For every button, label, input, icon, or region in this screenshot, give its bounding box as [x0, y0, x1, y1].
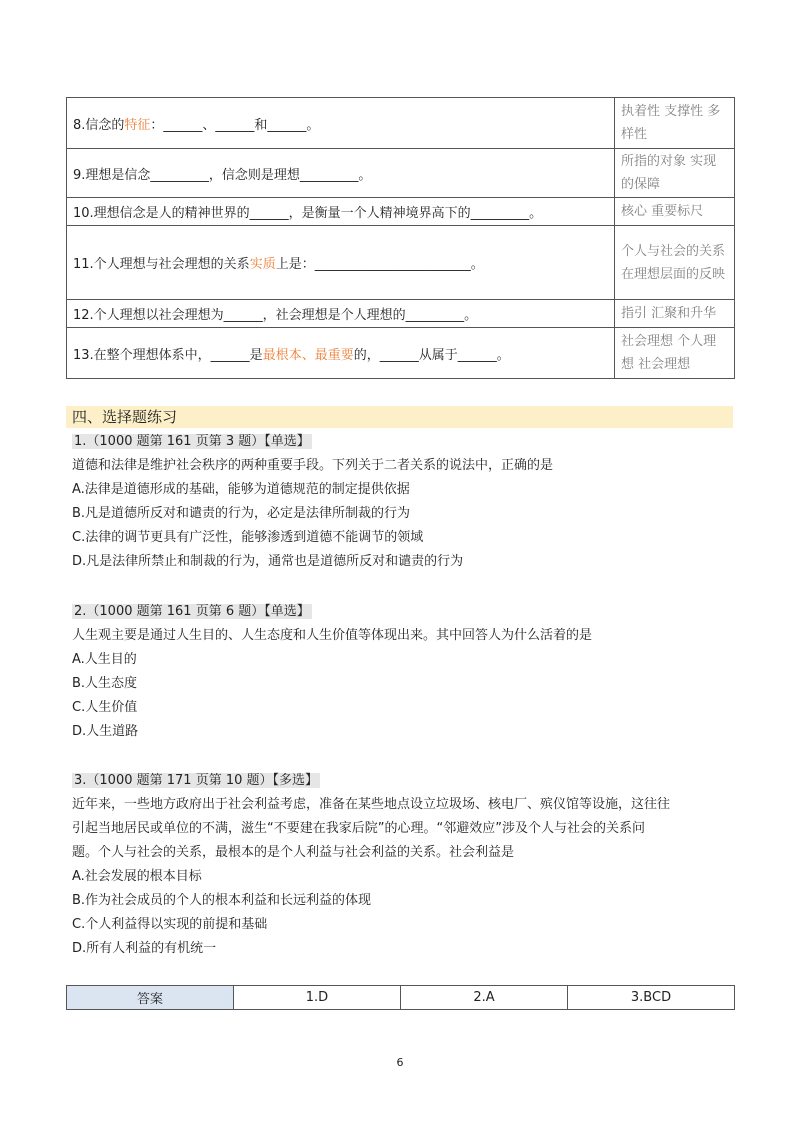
- option-a: A.社会发展的根本目标: [72, 869, 202, 884]
- answer-cell: 核心 重要标尺: [615, 198, 735, 226]
- answer-cell: 个人与社会的关系在理想层面的反映: [615, 226, 735, 300]
- question-block-2: [72, 600, 592, 744]
- option-b: B.人生态度: [72, 676, 138, 691]
- fill-in-table: [66, 97, 735, 379]
- table-row: [67, 300, 735, 328]
- question-stem: 人生观主要是通过人生目的、人生态度和人生价值等体现出来。其中回答人为什么活着的是: [72, 628, 593, 643]
- option-a: A.法律是道德形成的基础，能够为道德规范的制定提供依据: [72, 482, 410, 497]
- answer-value: 1.D: [234, 986, 401, 1010]
- table-row: [67, 986, 735, 1010]
- table-row: [67, 328, 735, 379]
- question-header: 3.（1000 题第 171 页第 10 题）【多选】: [74, 773, 319, 788]
- question-stem: 题。个人与社会的关系，最根本的是个人利益与社会利益的关系。社会利益是: [72, 845, 515, 860]
- answer-cell: 指引 汇聚和升华: [615, 300, 735, 328]
- question-stem: 近年来，一些地方政府出于社会利益考虑，准备在某些地点设立垃圾场、核电厂、殡仪馆等设施，这往往: [72, 797, 671, 812]
- highlight-text: 最根本、最重要: [262, 347, 354, 363]
- answer-cell: 执着性 支撑性 多样性: [615, 98, 735, 149]
- option-c: C.个人利益得以实现的前提和基础: [72, 917, 268, 932]
- question-block-1: [72, 430, 553, 574]
- option-d: D.人生道路: [72, 724, 139, 739]
- question-cell: 12.个人理想以社会理想为______，社会理想是个人理想的_________。: [67, 300, 615, 328]
- question-cell: 11.个人理想与社会理想的关系实质上是：________________________。: [67, 226, 615, 300]
- option-d: D.凡是法律所禁止和制裁的行为，通常也是道德所反对和谴责的行为: [72, 554, 464, 569]
- question-cell: 8.信念的特征：______、______和______。: [67, 98, 615, 149]
- answer-label: 答案: [67, 986, 234, 1010]
- answer-cell: 所指的对象 实现的保障: [615, 149, 735, 198]
- highlight-text: 特征: [124, 117, 151, 133]
- option-d: D.所有人利益的有机统一: [72, 941, 217, 956]
- question-cell: 13.在整个理想体系中，______是最根本、最重要的，______从属于______。: [67, 328, 615, 379]
- question-cell: 9.理想是信念_________，信念则是理想_________。: [67, 149, 615, 198]
- option-b: B.凡是道德所反对和谴责的行为，必定是法律所制裁的行为: [72, 506, 411, 521]
- table-row: [67, 149, 735, 198]
- option-b: B.作为社会成员的个人的根本利益和长远利益的体现: [72, 893, 372, 908]
- highlight-text: 实质: [249, 257, 276, 272]
- question-block-3: [72, 769, 670, 961]
- section-title: 四、选择题练习: [66, 406, 733, 428]
- answer-table: [66, 985, 735, 1010]
- page-number: 6: [396, 1056, 404, 1069]
- table-row: [67, 226, 735, 300]
- table-row: [67, 98, 735, 149]
- table-row: [67, 198, 735, 226]
- option-c: C.法律的调节更具有广泛性，能够渗透到道德不能调节的领域: [72, 530, 424, 545]
- question-header: 1.（1000 题第 161 页第 3 题）【单选】: [74, 434, 310, 449]
- option-a: A.人生目的: [72, 652, 137, 667]
- question-header: 2.（1000 题第 161 页第 6 题）【单选】: [74, 604, 310, 619]
- question-cell: 10.理想信念是人的精神世界的______，是衡量一个人精神境界高下的_________。: [67, 198, 615, 226]
- answer-cell: 社会理想 个人理想 社会理想: [615, 328, 735, 379]
- answer-value: 3.BCD: [568, 986, 735, 1010]
- answer-value: 2.A: [401, 986, 568, 1010]
- question-stem: 引起当地居民或单位的不满，滋生“不要建在我家后院”的心理。“邻避效应”涉及个人与社会的关系问: [72, 821, 645, 836]
- question-stem: 道德和法律是维护社会秩序的两种重要手段。下列关于二者关系的说法中，正确的是: [72, 458, 554, 473]
- option-c: C.人生价值: [72, 700, 138, 715]
